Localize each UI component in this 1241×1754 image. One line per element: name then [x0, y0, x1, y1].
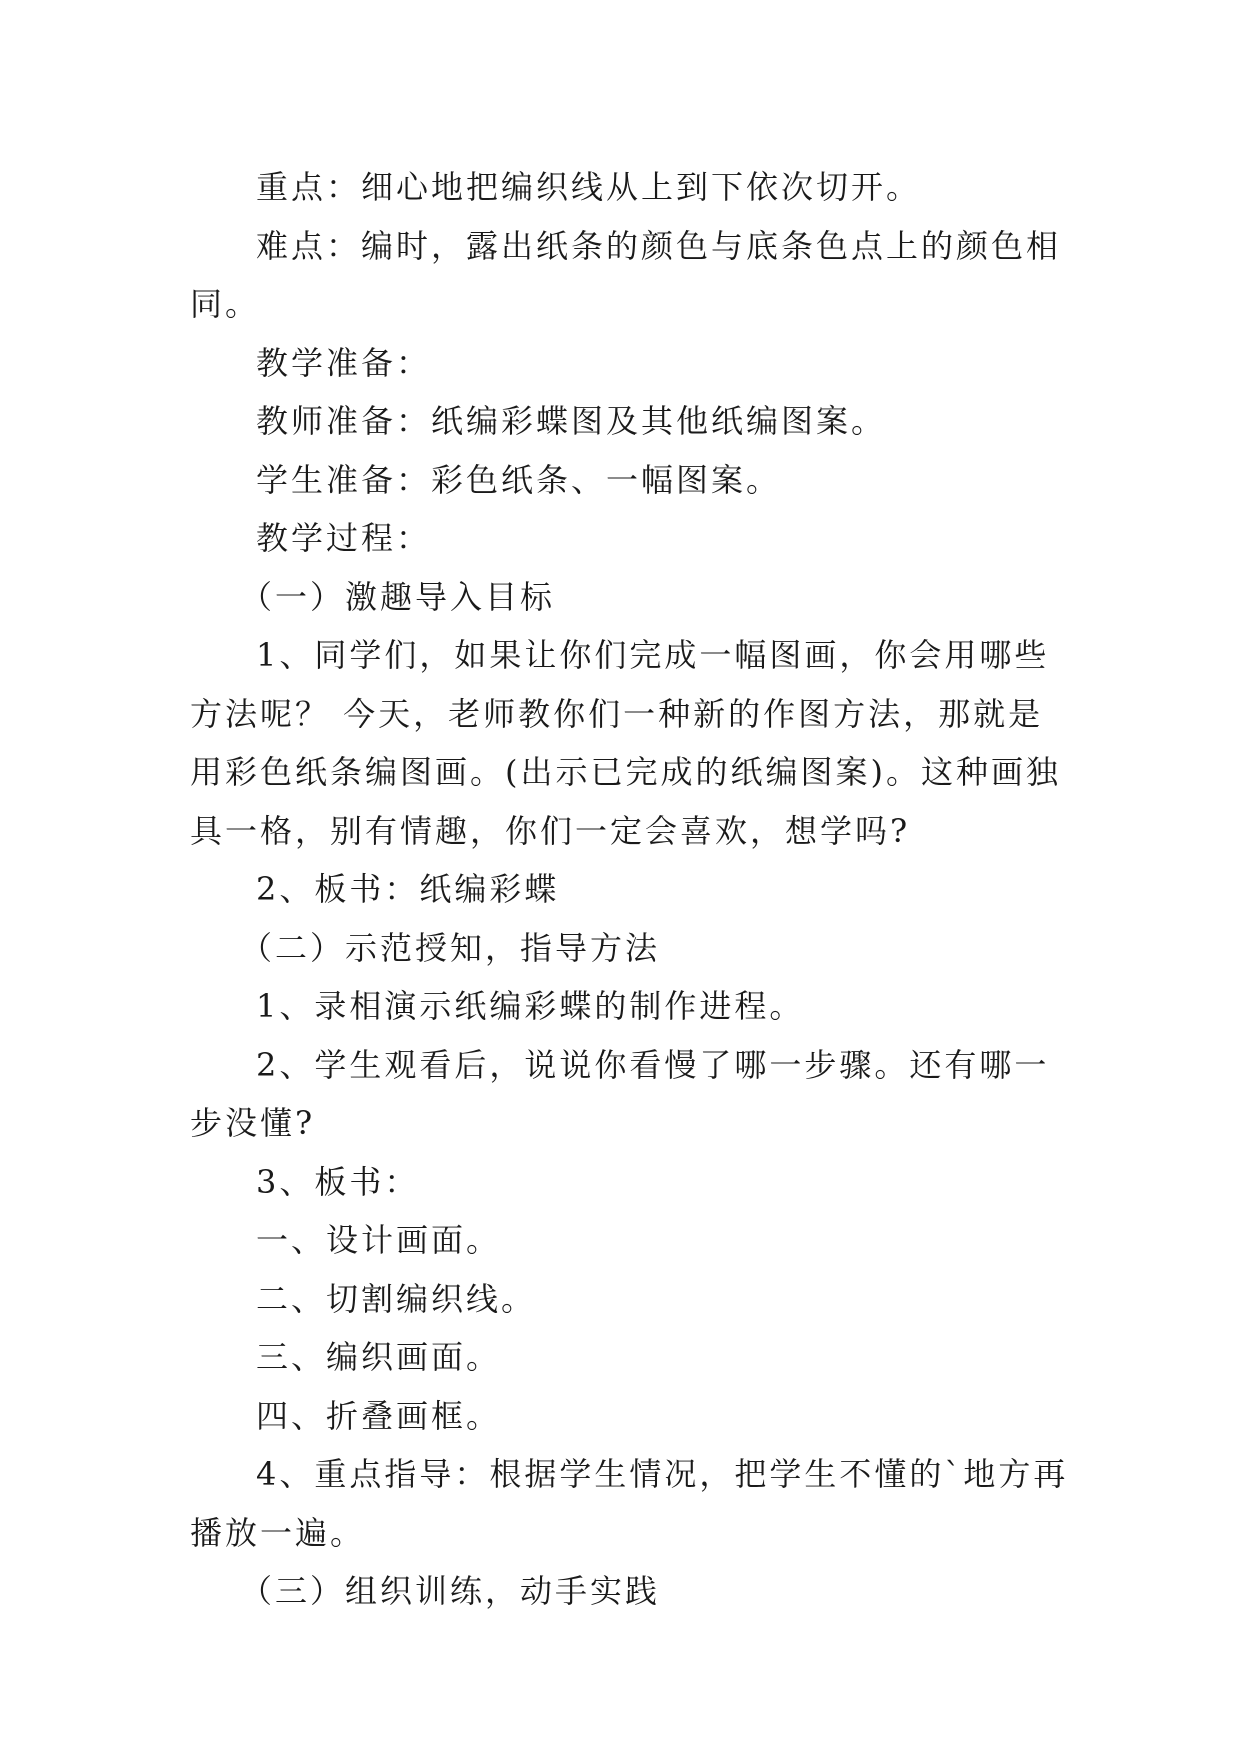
paragraph-teaching-process-heading: 教学过程：	[256, 519, 432, 557]
paragraph-difficulty: 难点：编时，露出纸条的颜色与底条色点上的颜色相同。	[190, 226, 1062, 323]
section-heading-2: （二）示范授知，指导方法	[240, 928, 661, 967]
paragraph-teacher-prep: 教师准备：纸编彩蝶图及其他纸编图案。	[256, 402, 887, 440]
paragraph-key-guidance: 4、重点指导：根据学生情况，把学生不懂的`地方再播放一遍。	[190, 1455, 1069, 1552]
list-item-step-2: 二、切割编织线。	[256, 1279, 537, 1318]
paragraph-board-steps-heading: 3、板书：	[256, 1162, 420, 1201]
paragraph-student-prep: 学生准备：彩色纸条、一幅图案。	[256, 460, 782, 499]
paragraph-key-point: 重点：细心地把编织线从上到下依次切开。	[256, 168, 922, 206]
list-item-step-4: 四、折叠画框。	[256, 1396, 502, 1435]
paragraph-student-discussion: 2、学生观看后，说说你看慢了哪一步骤。还有哪一步没懂?	[190, 1045, 1050, 1142]
paragraph-board-title: 2、板书：纸编彩蝶	[256, 870, 560, 908]
paragraph-teaching-prep-heading: 教学准备：	[256, 343, 432, 382]
document-page	[190, 158, 1070, 1621]
list-item-step-3: 三、编织画面。	[256, 1338, 502, 1376]
section-heading-3: （三）组织训练，动手实践	[240, 1572, 661, 1610]
paragraph-video-demo: 1、录相演示纸编彩蝶的制作进程。	[256, 987, 805, 1025]
paragraph-intro-question: 1、同学们，如果让你们完成一幅图画，你会用哪些方法呢？ 今天，老师教你们一种新的作图方法，那就是用彩色纸条编图画。(出示已完成的纸编图案)。这种画独具一格，别有情趣，你们一定会喜欢，想学吗?	[190, 636, 1061, 850]
section-heading-1: （一）激趣导入目标	[240, 577, 556, 616]
list-item-step-1: 一、设计画面。	[256, 1221, 502, 1259]
